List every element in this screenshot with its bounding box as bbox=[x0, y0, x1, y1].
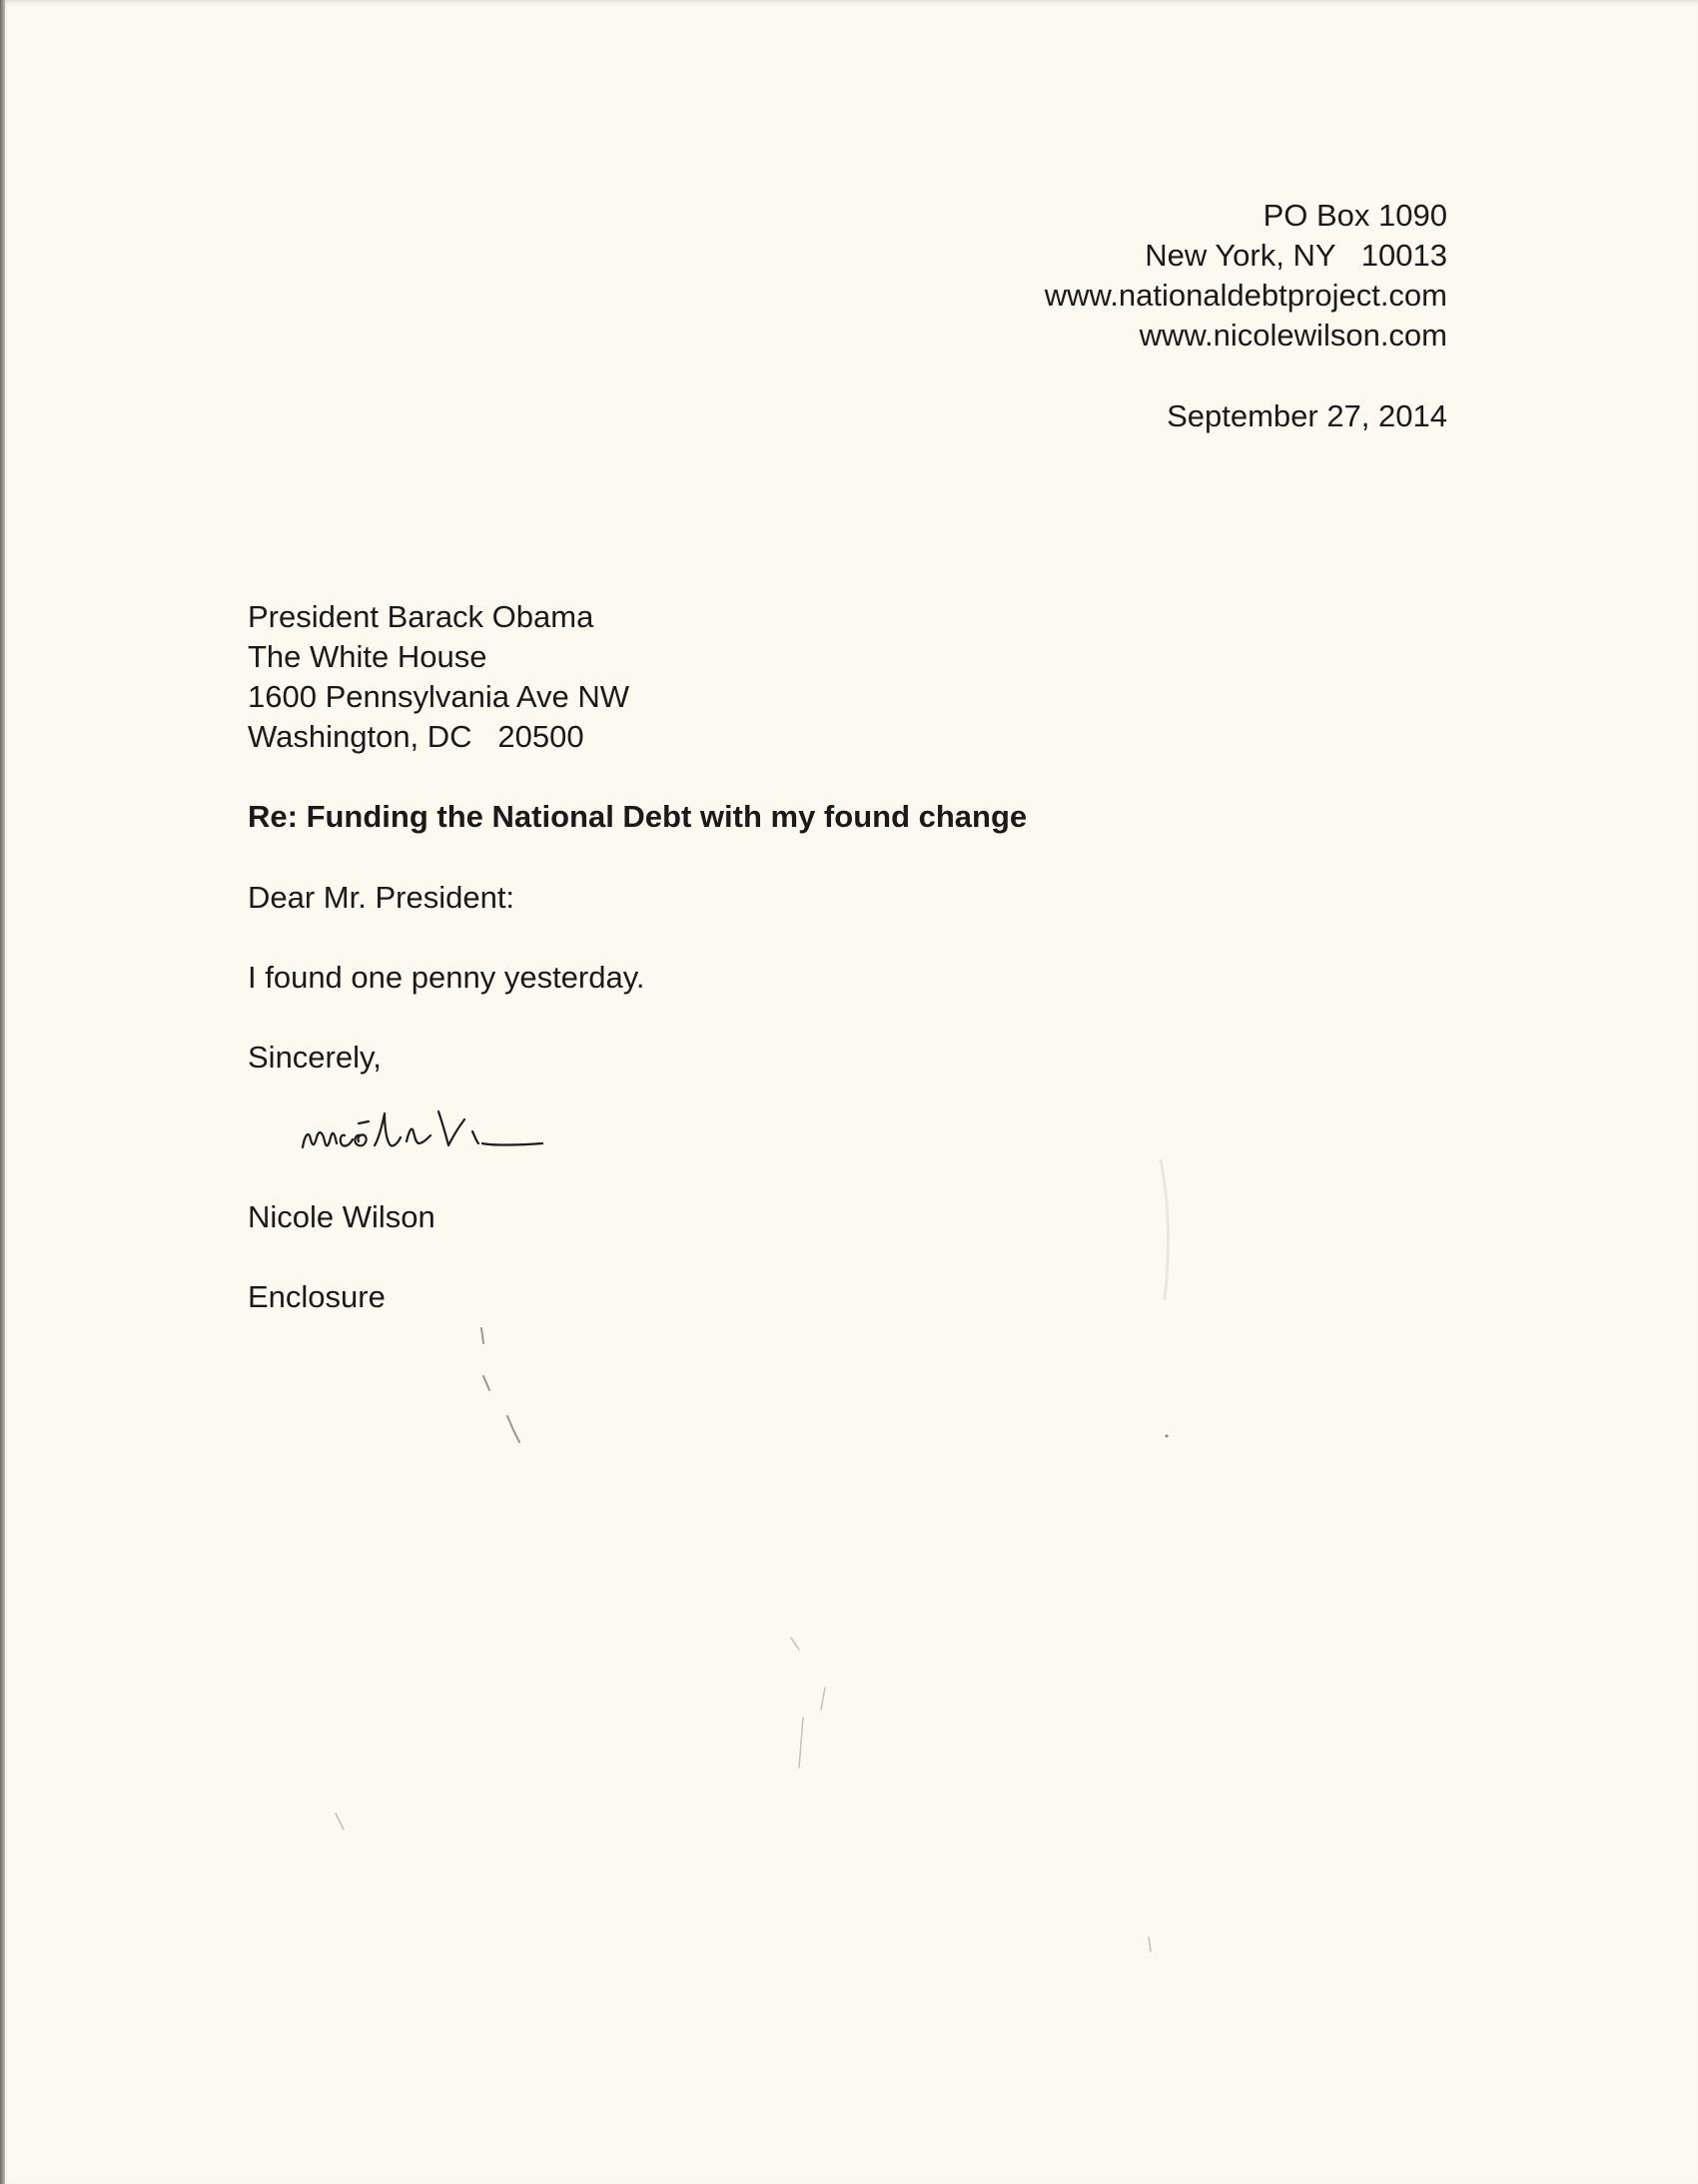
recipient-street: 1600 Pennsylvania Ave NW bbox=[248, 679, 629, 714]
recipient-organization: The White House bbox=[248, 639, 487, 674]
sender-website-nicole-wilson: www.nicolewilson.com bbox=[1139, 318, 1447, 353]
recipient-name: President Barack Obama bbox=[248, 599, 594, 634]
closing: Sincerely, bbox=[248, 1040, 382, 1075]
sender-po-box: PO Box 1090 bbox=[1263, 198, 1447, 233]
sender-website-national-debt-project: www.nationaldebtproject.com bbox=[1044, 278, 1447, 313]
page-edge-shadow bbox=[0, 0, 5, 2184]
recipient-address-block bbox=[248, 597, 629, 757]
signer-name: Nicole Wilson bbox=[248, 1199, 435, 1234]
sender-address-block bbox=[1045, 196, 1447, 356]
enclosure-notation: Enclosure bbox=[248, 1279, 386, 1314]
letter-date: September 27, 2014 bbox=[1167, 398, 1447, 433]
recipient-city-state-zip: Washington, DC 20500 bbox=[248, 719, 584, 754]
letter-body: I found one penny yesterday. bbox=[248, 960, 645, 995]
handwritten-signature-icon bbox=[295, 1084, 594, 1163]
sender-city-state-zip: New York, NY 10013 bbox=[1145, 238, 1447, 273]
subject-line: Re: Funding the National Debt with my found change bbox=[248, 799, 1028, 834]
salutation: Dear Mr. President: bbox=[248, 880, 515, 915]
